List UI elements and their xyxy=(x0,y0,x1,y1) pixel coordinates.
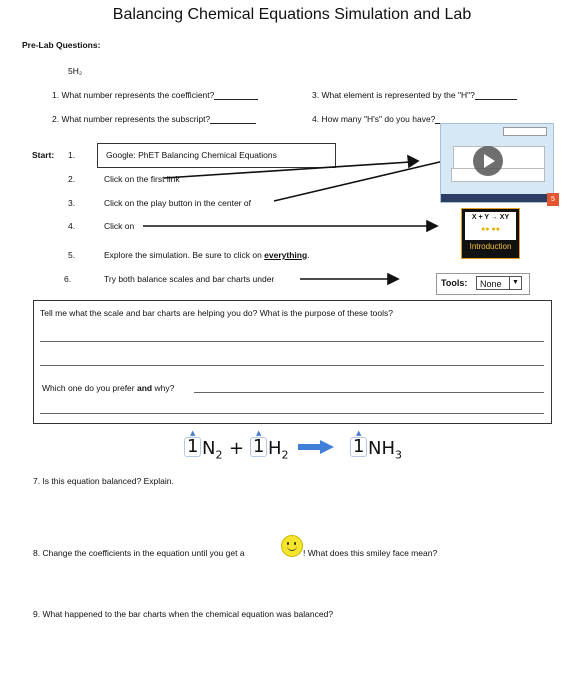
n2-symbol: N xyxy=(202,438,216,459)
start-label: Start: xyxy=(32,150,55,160)
question-9: 9. What happened to the bar charts when the chemical equation was balanced? xyxy=(33,609,334,619)
sim-navbar xyxy=(441,194,553,202)
prefer-text-a: Which one do you prefer xyxy=(42,383,137,393)
coefficient-spinner-nh3[interactable] xyxy=(350,429,367,457)
intro-equation: X + Y → XY xyxy=(471,214,510,221)
tools-label: Tools: xyxy=(441,278,468,288)
plus-sign: + xyxy=(229,438,245,459)
page-title: Balancing Chemical Equations Simulation and Lab xyxy=(112,6,472,23)
prefer-text-bold: and xyxy=(136,383,153,393)
arrow-to-simulation xyxy=(164,162,410,178)
play-button[interactable] xyxy=(473,146,503,176)
step-4-text: Click on xyxy=(104,221,135,231)
spinner-up-icon[interactable]: ▲ xyxy=(190,429,196,437)
tools-control xyxy=(436,273,530,295)
play-icon xyxy=(484,154,495,168)
introduction-tile[interactable] xyxy=(461,208,520,259)
prefer-text-b: why? xyxy=(152,383,175,393)
step-4-num: 4. xyxy=(68,221,76,231)
yields-arrow-icon xyxy=(298,440,334,454)
step-5-text-a: Explore the simulation. Be sure to click on xyxy=(104,250,265,260)
nh3-subscript: 3 xyxy=(395,448,402,462)
answer-line[interactable] xyxy=(40,413,544,414)
product-nh3 xyxy=(368,438,402,462)
step-6-text: Try both balance scales and bar charts under xyxy=(104,274,275,284)
step-2-text: Click on the first link xyxy=(104,174,180,184)
prelab-formula: 5H₂ xyxy=(68,66,83,76)
tools-select-value: None xyxy=(480,279,502,289)
step-1-text: Google: PhET Balancing Chemical Equations xyxy=(106,150,277,160)
prelab-q2-text: 2. What number represents the subscript? xyxy=(52,114,211,124)
step-3-text: Click on the play button in the center of xyxy=(104,198,251,208)
coefficient-nh3: 1 xyxy=(350,437,367,457)
coefficient-h2: 1 xyxy=(250,437,267,457)
purpose-question: Tell me what the scale and bar charts are helping you do? What is the purpose of these tools? xyxy=(40,308,393,318)
yields-arrow-head xyxy=(320,440,334,454)
step-5-emphasis: everything xyxy=(264,250,308,260)
prelab-q3-text: 3. What element is represented by the "H"? xyxy=(312,90,475,100)
sim-toolbar xyxy=(503,127,547,136)
reactant-n2 xyxy=(202,438,222,462)
reactant-h2 xyxy=(268,438,289,462)
question-8-a: 8. Change the coefficients in the equation until you get a xyxy=(33,548,245,558)
h2-symbol: H xyxy=(268,438,282,459)
answer-line[interactable] xyxy=(40,365,544,366)
html5-badge-icon: 5 xyxy=(547,193,559,206)
n2-subscript: 2 xyxy=(215,448,223,462)
coefficient-spinner-n2[interactable] xyxy=(184,429,201,457)
simulation-thumbnail[interactable] xyxy=(440,123,554,203)
chevron-down-icon: ▼ xyxy=(509,277,521,289)
intro-tile-image xyxy=(465,212,516,240)
spinner-up-icon[interactable]: ▲ xyxy=(256,429,262,437)
step-3-num: 3. xyxy=(68,198,76,208)
tools-select[interactable] xyxy=(476,276,522,290)
smiley-face-icon xyxy=(281,535,303,557)
step-6-num: 6. xyxy=(64,274,72,284)
response-box xyxy=(33,300,552,424)
answer-line[interactable] xyxy=(40,341,544,342)
arrow-to-play-button xyxy=(274,160,448,201)
intro-label: Introduction xyxy=(469,242,512,251)
question-8-b: ! What does this smiley face mean? xyxy=(303,548,438,558)
question-7: 7. Is this equation balanced? Explain. xyxy=(33,476,174,486)
step-5-num: 5. xyxy=(68,250,76,260)
prelab-heading: Pre-Lab Questions: xyxy=(22,40,101,50)
prelab-q1-text: 1. What number represents the coefficient? xyxy=(52,90,215,100)
coefficient-n2: 1 xyxy=(184,437,201,457)
step-2-num: 2. xyxy=(68,174,76,184)
spinner-up-icon[interactable]: ▲ xyxy=(356,429,362,437)
step-1-num: 1. xyxy=(68,150,76,160)
prelab-q4-text: 4. How many "H's" do you have? xyxy=(312,114,436,124)
prefer-question xyxy=(42,383,174,393)
chemical-equation xyxy=(180,429,402,462)
nh3-symbol: NH xyxy=(368,438,395,459)
answer-line[interactable] xyxy=(194,392,544,393)
yields-arrow-shaft xyxy=(298,444,322,450)
coefficient-spinner-h2[interactable] xyxy=(250,429,267,457)
smiley-mouth xyxy=(287,545,297,551)
h2-subscript: 2 xyxy=(281,448,289,462)
step-5-text-b: . xyxy=(307,250,310,260)
molecule-icons: ●● ●● xyxy=(481,226,500,233)
